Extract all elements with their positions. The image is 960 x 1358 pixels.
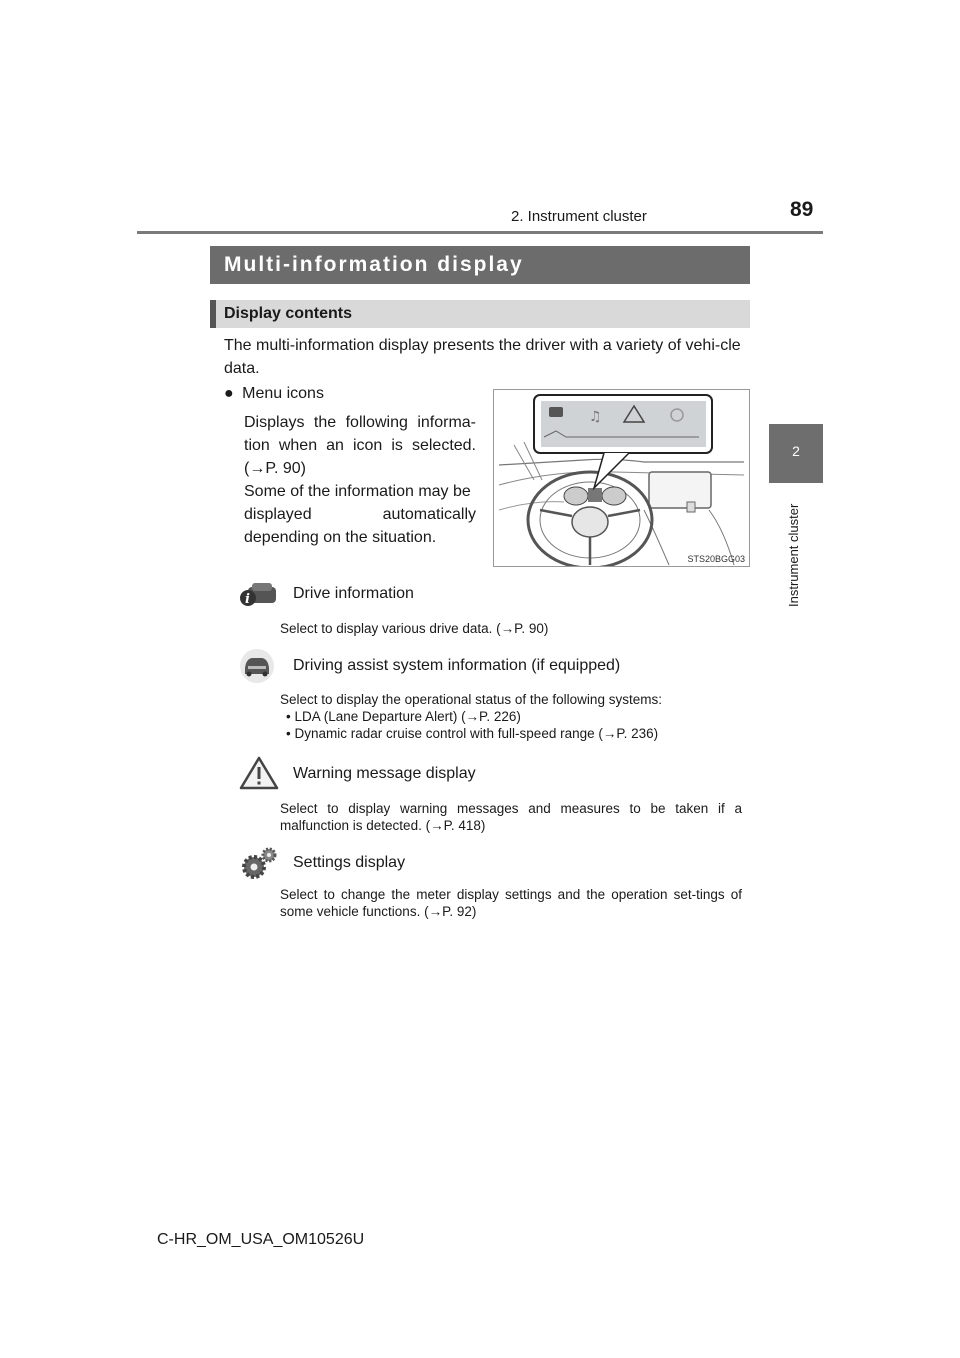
item-title-warning-message: Warning message display: [293, 765, 476, 782]
dashboard-illustration: [493, 389, 750, 567]
subsection-title: Display contents: [224, 305, 353, 322]
illustration-code: STS20BGG03: [687, 554, 745, 564]
chapter-side-label: Instrument cluster: [786, 503, 801, 607]
header-rule: [137, 231, 823, 234]
item-sub-lda: • LDA (Lane Departure Alert) (→P. 226): [286, 709, 521, 724]
item-title-settings-display: Settings display: [293, 854, 406, 871]
header-section-title: 2. Instrument cluster: [511, 208, 647, 225]
bullet-dot: ●: [224, 385, 234, 402]
subsection-bar: [210, 300, 750, 328]
menu-desc-line: displayed automatically: [244, 506, 476, 523]
svg-text:♫: ♫: [589, 409, 602, 425]
section-title: Multi-information display: [224, 253, 524, 276]
dashboard-drawing: [494, 390, 749, 566]
item-desc-drive-information: Select to display various drive data. (→P. 90): [280, 621, 549, 636]
menu-icons-bullet: [224, 385, 324, 403]
item-desc-line: Select to display the operational status of the following systems:: [280, 692, 662, 707]
warning-icon: [238, 755, 280, 791]
drive-info-icon: [238, 578, 280, 614]
settings-icon: [238, 845, 280, 881]
menu-icons-description: [244, 411, 476, 549]
intro-paragraph: The multi-information display presents the driver with a variety of vehi-cle data.: [224, 337, 741, 377]
item-desc-settings-display: Select to change the meter display settings and the operation set-tings of some vehicle functions. (→P. 92): [280, 887, 742, 919]
chapter-tab-number: 2: [792, 443, 800, 459]
page-number: 89: [790, 198, 814, 221]
menu-desc-line: Some of the information may be: [244, 483, 471, 500]
menu-desc-line: Displays the following informa-: [244, 414, 476, 431]
menu-desc-line: (→P. 90): [244, 460, 306, 477]
menu-desc-line: tion when an icon is selected.: [244, 437, 476, 454]
menu-desc-line: depending on the situation.: [244, 529, 437, 546]
driving-assist-icon: [236, 648, 278, 684]
footer-document-code: C-HR_OM_USA_OM10526U: [157, 1231, 365, 1248]
item-title-driving-assist: Driving assist system information (if equipped): [293, 657, 621, 674]
menu-icons-heading: Menu icons: [242, 385, 324, 402]
svg-text:i: i: [245, 592, 250, 607]
section-title-bar: [210, 246, 750, 284]
item-sub-radar-cruise: • Dynamic radar cruise control with full-speed range (→P. 236): [286, 726, 659, 741]
item-desc-warning-message: Select to display warning messages and measures to be taken if a malfunction is detected. (→P. 418): [280, 801, 742, 833]
item-desc-driving-assist: [280, 691, 742, 742]
item-title-drive-information: Drive information: [293, 585, 414, 602]
